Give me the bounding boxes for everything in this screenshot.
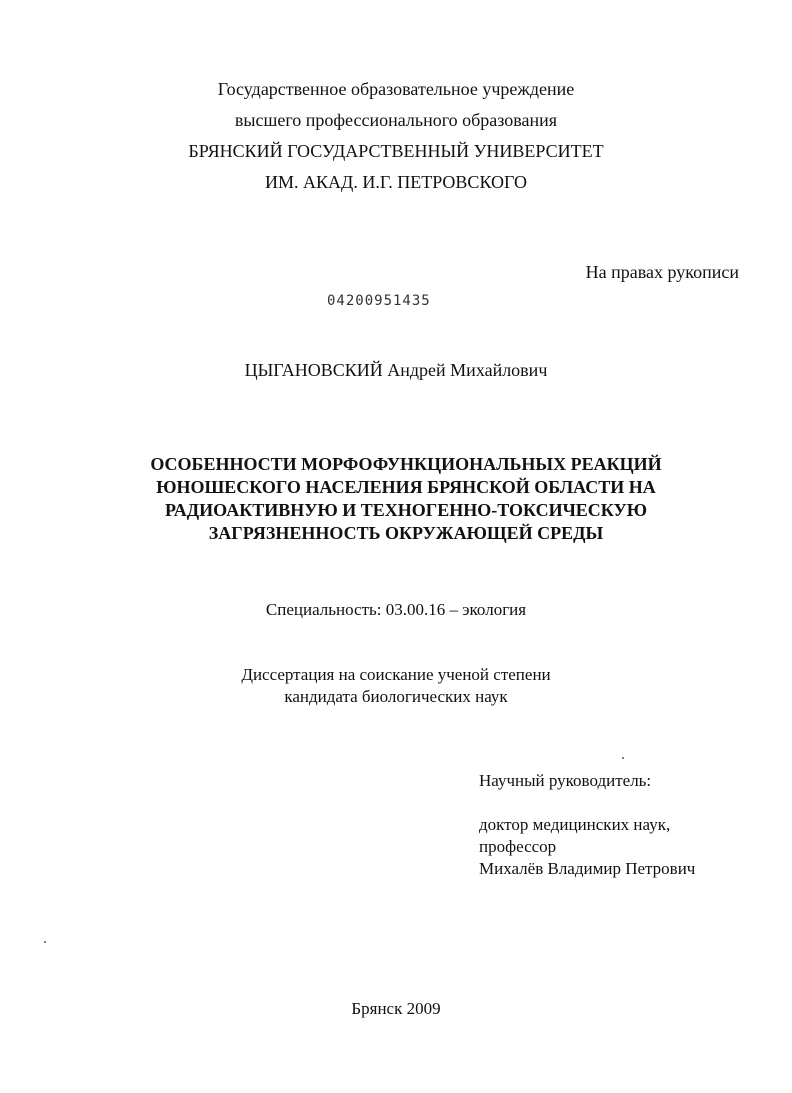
author-name: ЦЫГАНОВСКИЙ Андрей Михайлович	[244, 360, 548, 380]
university-name: БРЯНСКИЙ ГОСУДАРСТВЕННЫЙ УНИВЕРСИТЕТ	[188, 141, 604, 161]
scan-speck	[44, 941, 46, 943]
title-line-2: ЮНОШЕСКОГО НАСЕЛЕНИЯ БРЯНСКОЙ ОБЛАСТИ НА	[156, 477, 656, 497]
title-line-3: РАДИОАКТИВНУЮ И ТЕХНОГЕННО-ТОКСИЧЕСКУЮ	[165, 500, 647, 520]
manuscript-rights-note: На правах рукописи	[585, 262, 739, 282]
place-and-year: Брянск 2009	[351, 999, 441, 1018]
degree-statement	[0, 664, 792, 708]
university-named-after: ИМ. АКАД. И.Г. ПЕТРОВСКОГО	[265, 172, 527, 192]
supervisor-block	[479, 814, 695, 880]
institution-line-1: Государственное образовательное учреждение	[217, 79, 575, 99]
supervisor-name: Михалёв Владимир Петрович	[479, 859, 696, 878]
supervisor-rank: профессор	[479, 837, 557, 856]
institution-line-2: высшего профессионального образования	[234, 110, 558, 130]
supervisor-degree: доктор медицинских наук,	[479, 815, 671, 834]
title-line-4: ЗАГРЯЗНЕННОСТЬ ОКРУЖАЮЩЕЙ СРЕДЫ	[208, 523, 604, 543]
specialty: Специальность: 03.00.16 – экология	[265, 600, 527, 619]
degree-statement-line-2: кандидата биологических наук	[284, 687, 508, 706]
title-line-1: ОСОБЕННОСТИ МОРФОФУНКЦИОНАЛЬНЫХ РЕАКЦИЙ	[150, 454, 662, 474]
degree-statement-line-1: Диссертация на соискание ученой степени	[241, 665, 551, 684]
scan-speck	[622, 757, 624, 759]
dissertation-title	[100, 453, 712, 545]
institution-block	[0, 74, 792, 198]
supervisor-heading: Научный руководитель:	[479, 771, 652, 790]
registration-code: 04200951435	[327, 293, 431, 309]
